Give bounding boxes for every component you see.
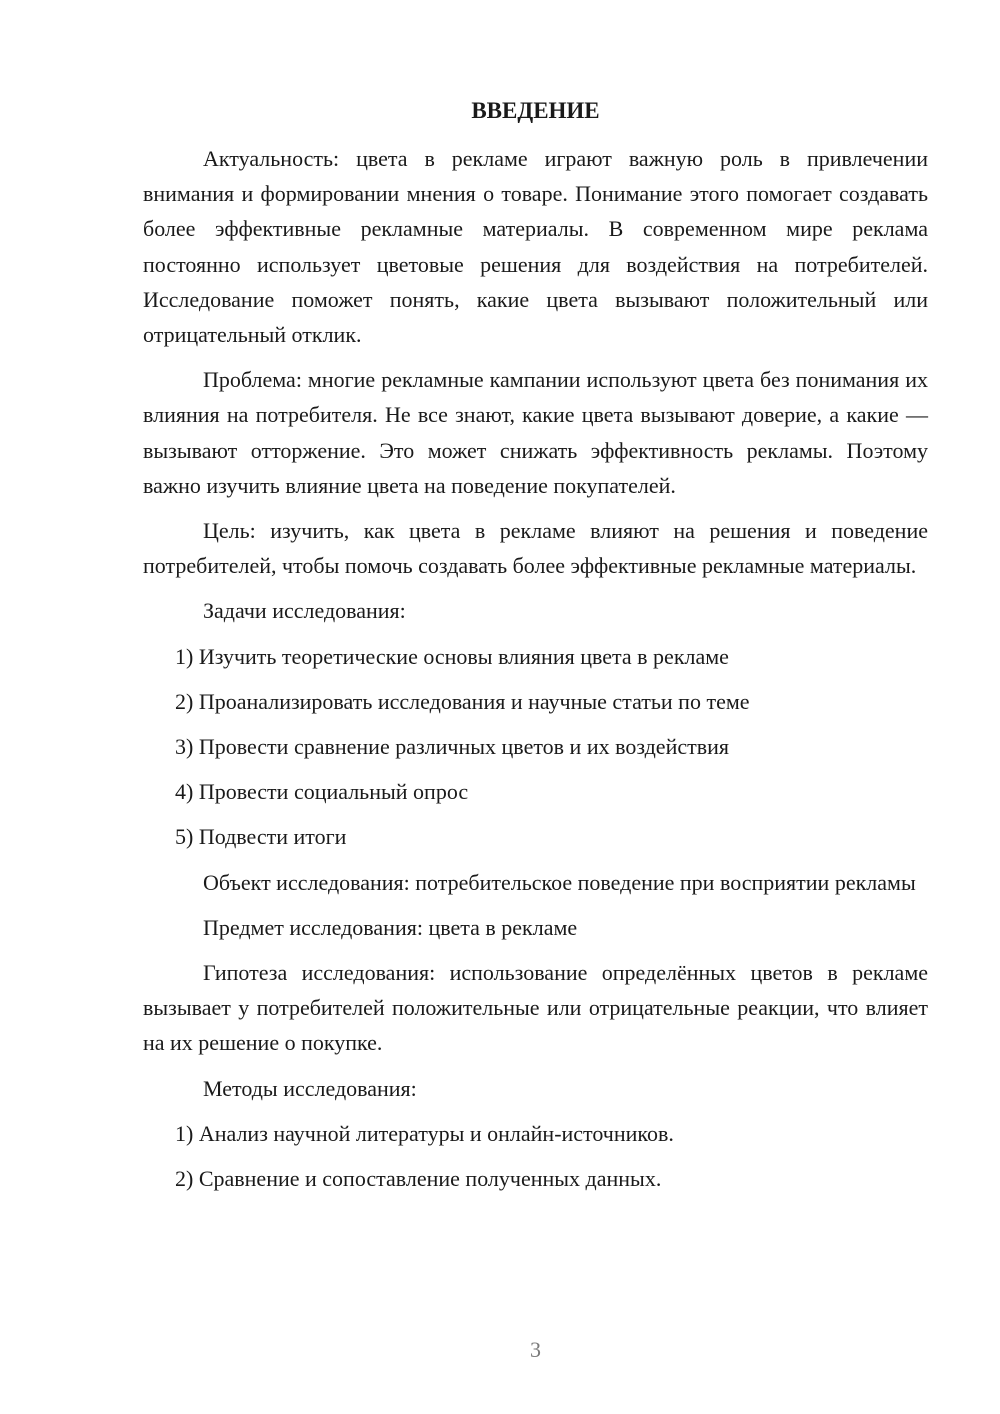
tasks-heading: Задачи исследования: xyxy=(203,598,406,624)
document-page xyxy=(143,0,928,1414)
page-title: ВВЕДЕНИЕ xyxy=(471,98,600,123)
method-item-2: 2) Сравнение и сопоставление полученных данных. xyxy=(175,1166,662,1192)
task-item-3: 3) Провести сравнение различных цветов и их воздействия xyxy=(175,734,730,760)
task-item-2: 2) Проанализировать исследования и научные статьи по теме xyxy=(175,688,750,714)
object-paragraph: Объект исследования: потребительское поведение при восприятии рекламы xyxy=(203,869,916,895)
relevance-paragraph: Актуальность: цвета в рекламе играют важную роль в привлечении внимания и формировании мнения о товаре. Понимание этого помогает создавать более эффективные рекламные материалы. В современном мире реклама постоянно использует цветовые решения для воздействия на потребителей. Исследование поможет понять, какие цвета вызывают положительный или отрицательный отклик. xyxy=(143,146,928,348)
goal-paragraph: Цель: изучить, как цвета в рекламе влияют на решения и поведение потребителей, чтобы помочь создавать более эффективные рекламные материалы. xyxy=(143,518,928,579)
task-item-1: 1) Изучить теоретические основы влияния цвета в рекламе xyxy=(175,643,729,669)
task-item-5: 5) Подвести итоги xyxy=(175,824,347,850)
page-number: 3 xyxy=(530,1337,541,1362)
hypothesis-paragraph: Гипотеза исследования: использование определённых цветов в рекламе вызывает у потребителей положительные или отрицательные реакции, что влияет на их решение о покупке. xyxy=(143,960,928,1056)
methods-list xyxy=(143,1116,928,1196)
document-body xyxy=(143,141,928,1206)
task-item-4: 4) Провести социальный опрос xyxy=(175,779,469,805)
tasks-list xyxy=(143,639,928,855)
methods-heading: Методы исследования: xyxy=(203,1075,417,1101)
subject-paragraph: Предмет исследования: цвета в рекламе xyxy=(203,914,578,940)
method-item-1: 1) Анализ научной литературы и онлайн-источников. xyxy=(175,1120,674,1146)
problem-paragraph: Проблема: многие рекламные кампании используют цвета без понимания их влияния на потребителя. Не все знают, какие цвета вызывают доверие, а какие — вызывают отторжение. Это может снижать эффективность рекламы. Поэтому важно изучить влияние цвета на поведение покупателей. xyxy=(143,367,928,498)
